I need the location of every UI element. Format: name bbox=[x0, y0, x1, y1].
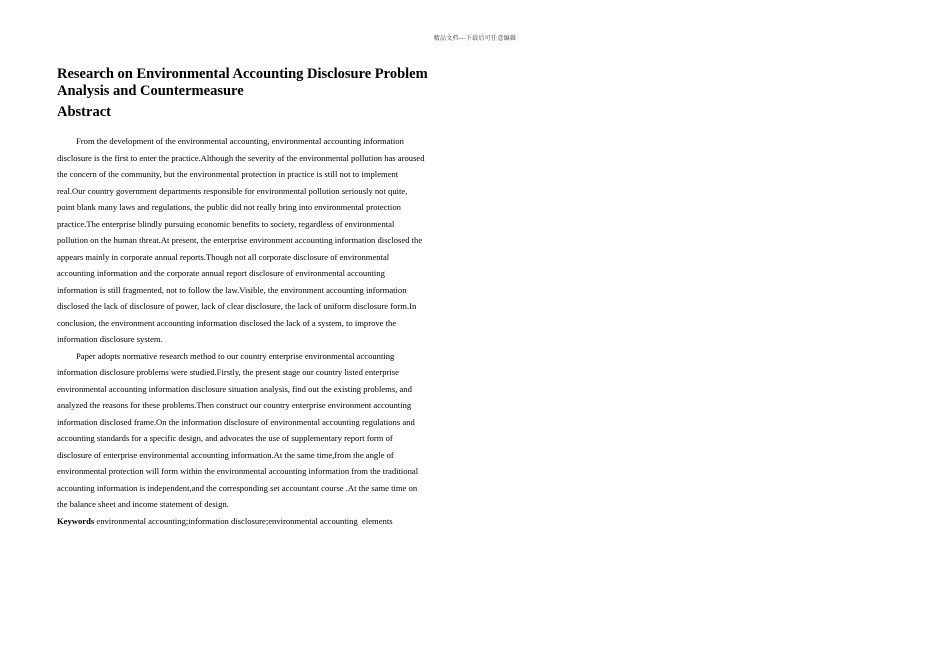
paragraph-line: disclosure of enterprise environmental accounting information.At the same time,from the angle of bbox=[57, 449, 394, 460]
keywords-line bbox=[57, 513, 477, 530]
paragraph-line: From the development of the environmental accounting, environmental accounting information bbox=[76, 136, 404, 146]
abstract-body bbox=[57, 133, 477, 529]
paragraph-line: real.Our country government departments responsible for environmental pollution seriously not quite, bbox=[57, 185, 408, 196]
document-body bbox=[57, 66, 477, 529]
paragraph-line: accounting information is independent,and the corresponding set accountant course .At the same time on bbox=[57, 482, 418, 493]
paragraph-line: appears mainly in corporate annual reports.Though not all corporate disclosure of environmental bbox=[57, 251, 390, 262]
paragraph-line: information disclosure problems were studied.Firstly, the present stage our country listed enterprise bbox=[57, 367, 399, 377]
abstract-paragraph-1 bbox=[57, 133, 477, 348]
keywords-label: Keywords bbox=[57, 515, 95, 526]
paragraph-line: Paper adopts normative research method to our country enterprise environmental accounting bbox=[76, 350, 395, 361]
abstract-heading: Abstract bbox=[57, 104, 111, 120]
paragraph-line: environmental accounting information disclosure situation analysis, find out the existing problems, and bbox=[57, 383, 412, 394]
paragraph-line: accounting information and the corporate annual report disclosure of environmental accounting bbox=[57, 268, 385, 278]
paragraph-line: practice.The enterprise blindly pursuing economic benefits to society, regardless of environmental bbox=[57, 218, 395, 229]
paragraph-line: the concern of the community, but the environmental protection in practice is still not to implement bbox=[57, 169, 399, 179]
paragraph-line: accounting standards for a specific design, and advocates the use of supplementary report form of bbox=[57, 433, 393, 443]
paragraph-line: information disclosed frame.On the information disclosure of environmental accounting regulations and bbox=[57, 416, 415, 427]
paragraph-line: point blank many laws and regulations, the public did not really bring into environmental protection bbox=[57, 202, 401, 212]
paragraph-line: information disclosure system. bbox=[57, 334, 163, 344]
paragraph-line: disclosed the lack of disclosure of power, lack of clear disclosure, the lack of uniform disclosure form.In bbox=[57, 301, 417, 311]
page-header: 精品文档---下载后可任意编辑 bbox=[433, 36, 517, 42]
keywords-value: environmental accounting;information disclosure;environmental accounting elements bbox=[94, 515, 393, 526]
paragraph-line: environmental protection will form within the environmental accounting information from the traditional bbox=[57, 466, 419, 476]
paragraph-line: information is still fragmented, not to follow the law.Visible, the environment accounting information bbox=[57, 284, 407, 295]
abstract-paragraph-2 bbox=[57, 348, 477, 513]
paragraph-line: conclusion, the environment accounting information disclosed the lack of a system, to improve the bbox=[57, 317, 397, 328]
paragraph-line: analyzed the reasons for these problems.Then construct our country enterprise environment accounting bbox=[57, 400, 412, 410]
paragraph-line: the balance sheet and income statement of design. bbox=[57, 499, 229, 509]
paragraph-line: disclosure is the first to enter the practice.Although the severity of the environmental pollution has aroused bbox=[57, 152, 425, 163]
document-title: Research on Environmental Accounting Disclosure Problem Analysis and Countermeasure bbox=[57, 66, 428, 99]
paragraph-line: pollution on the human threat.At present, the enterprise environment accounting information disclosed the bbox=[57, 235, 423, 245]
